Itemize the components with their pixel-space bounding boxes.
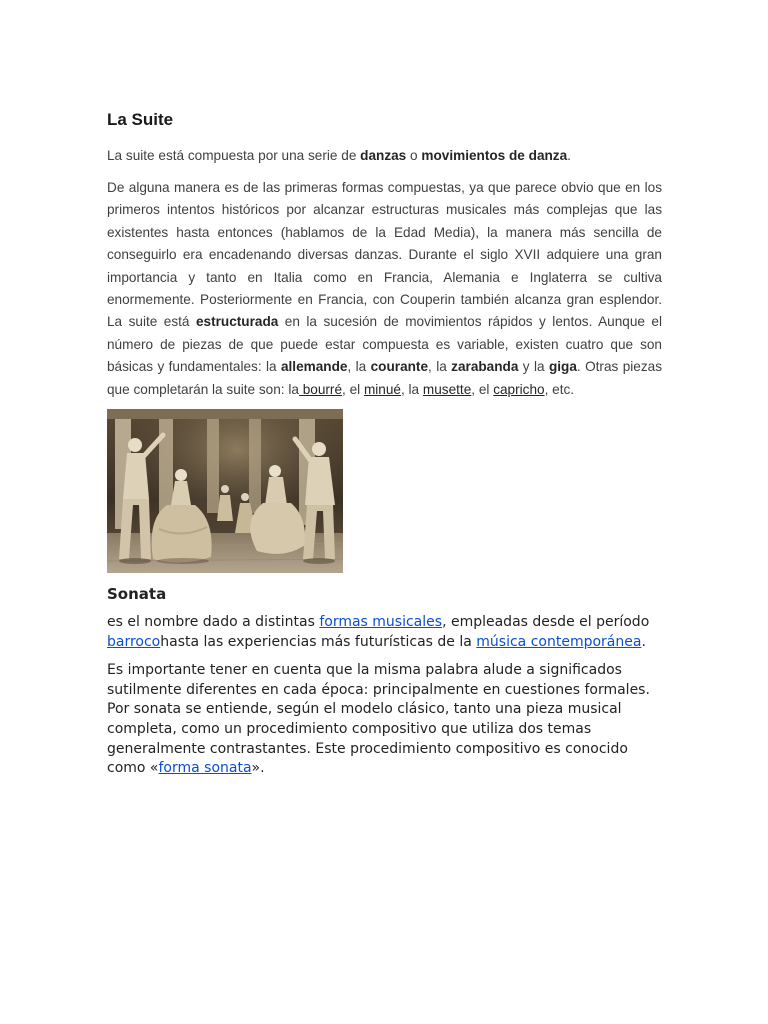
underlined-bourre: bourré [298, 381, 343, 397]
underlined-capricho: capricho [493, 381, 545, 397]
sonata-p1-text-1: es el nombre dado a distintas [107, 614, 320, 631]
document-page [107, 108, 662, 779]
link-barroco[interactable]: barroco [107, 633, 161, 650]
bold-giga: giga [548, 359, 577, 375]
sonata-p1-text-4: . [641, 633, 646, 650]
sonata-paragraph-2 [107, 661, 662, 779]
underlined-minue: minué [363, 381, 401, 397]
suite-body-text-5: y la [518, 359, 549, 375]
suite-body-text-7: , el [342, 381, 364, 397]
suite-body-text-2: en la sucesión de movimientos rápidos y lentos. Aunque el número de piezas de que puede estar compuesta es variable, existen cuatro que son básicas y fundamentales: la [107, 314, 663, 375]
suite-intro-bold-movimientos: movimientos de danza [421, 148, 568, 163]
bold-zarabanda: zarabanda [451, 359, 519, 375]
suite-body-text-1: De alguna manera es de las primeras formas compuestas, ya que parece obvio que en los primeros intentos históricos por alcanzar estructuras musicales más complejas que las existentes hasta entonces (hablamos de la Edad Media), la manera más sencilla de conseguirlo era encadenando diversas danzas. Durante el siglo XVII adquiere una gran importancia y tanto en Italia como en Francia, Alemania e Inglaterra se cultiva enormemente. Posteriormente en Francia, con Couperin también alcanza gran esplendor. La suite está [107, 180, 662, 330]
suite-intro-text-2: o [406, 148, 422, 163]
bold-allemande: allemande [280, 359, 348, 375]
suite-body-text-10: , etc. [544, 381, 575, 397]
sonata-p2-text-2: ». [251, 760, 265, 777]
suite-intro-text-3: . [567, 148, 571, 163]
bold-courante: courante [370, 359, 429, 375]
suite-body-text-4: , la [428, 359, 452, 375]
sonata-heading: Sonata [107, 585, 167, 604]
suite-body-text-9: , el [471, 381, 494, 397]
link-musica-contemporanea[interactable]: música contemporánea [476, 633, 642, 650]
link-forma-sonata[interactable]: forma sonata [158, 760, 252, 777]
suite-body-text-3: , la [347, 359, 371, 375]
link-formas-musicales[interactable]: formas musicales [319, 614, 443, 631]
baroque-dancers-photo [107, 409, 343, 573]
suite-intro-paragraph [107, 145, 662, 167]
sonata-p2-text-1: Es importante tener en cuenta que la misma palabra alude a significados sutilmente diferentes en cada época: principalmente en cuestiones formales. Por sonata se entiende, según el modelo clásico, tanto una pieza musical completa, como un procedimiento compositivo que utiliza dos temas generalmente contrastantes. Este procedimiento compositivo es conocido como « [107, 662, 650, 777]
suite-body-paragraph [107, 177, 662, 401]
suite-intro-text-1: La suite está compuesta por una serie de [107, 148, 361, 163]
sonata-p1-text-2: , empleadas desde el período [442, 614, 650, 631]
underlined-musette: musette [422, 381, 472, 397]
bold-estructurada: estructurada [195, 314, 279, 330]
dancers-illustration [107, 409, 343, 573]
sonata-p1-text-3: hasta las experiencias más futurísticas de la [160, 633, 477, 650]
suite-intro-bold-danzas: danzas [360, 148, 407, 163]
suite-heading: La Suite [107, 110, 174, 129]
suite-body-text-8: , la [400, 381, 423, 397]
suite-body-text-6: . Otras piezas que completarán la suite son: la [107, 359, 662, 397]
sonata-paragraph-1 [107, 613, 662, 652]
